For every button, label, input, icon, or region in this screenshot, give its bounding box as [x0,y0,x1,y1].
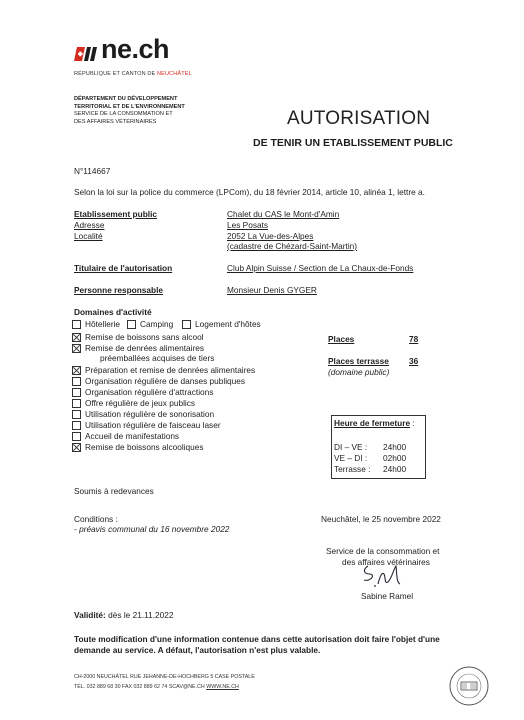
activity-checkbox [72,388,81,397]
department-line-1: DÉPARTEMENT DU DÉVELOPPEMENT [74,96,178,102]
validity: Validité: dès le 21.11.2022 [74,610,174,620]
activity-checkbox [72,421,81,430]
camping-label: Camping [140,319,174,329]
logo-subtitle: RÉPUBLIQUE ET CANTON DE NEUCHÂTEL [74,71,192,77]
activity-label: Offre régulière de jeux publics [85,398,196,408]
terrace-places-value: 36 [409,356,419,366]
logement-checkbox [182,320,191,329]
responsible-label: Personne responsable [74,285,163,295]
closing-row-value: 24h00 [383,464,407,474]
activity-label: Remise de boissons sans alcool [85,332,204,342]
activity-label: Remise de boissons alcooliques [85,442,204,452]
service-line-1: Service de la consommation et [326,546,440,556]
notice-line-1: Toute modification d'une information contenue dans cette autorisation doit faire l'objet d'une [74,634,440,644]
activity-checkbox-checked [72,344,81,353]
legal-basis: Selon la loi sur la police du commerce (LPCom), du 18 février 2014, article 10, alinéa 1, lettre a. [74,187,425,197]
terrace-note: (domaine public) [328,367,390,377]
notice-line-2: demande au service. A défaut, l'autorisation n'est plus valable. [74,645,321,655]
places-label: Places [328,334,355,344]
handwritten-signature [356,562,416,594]
footer-contact: TÉL. 032 889 68 30 FAX 032 889 62 74 SCAV@NE.CH WWW.NE.CH [74,684,239,690]
activity-checkbox-checked [72,366,81,375]
closing-row-value: 02h00 [383,453,407,463]
closing-row-label: DI – VE : [334,442,368,452]
hotellerie-checkbox [72,320,81,329]
activity-label: Organisation régulière d'attractions [85,387,214,397]
logement-label: Logement d'hôtes [195,319,261,329]
document-title: AUTORISATION [287,108,431,129]
activity-label-continuation: préemballées acquises de tiers [100,353,215,363]
closing-row-label: VE – DI : [334,453,368,463]
activities-heading: Domaines d'activité [74,307,152,317]
address-value: Les Posats [227,220,269,230]
closing-row-label: Terrasse : [334,464,371,474]
activity-label: Accueil de manifestations [85,431,180,441]
logo-text: ne.ch [101,34,170,64]
holder-label: Titulaire de l'autorisation [74,263,173,273]
authorization-number: N°114667 [74,166,111,176]
locality-label: Localité [74,231,103,241]
responsible-value: Monsieur Denis GYGER [227,285,317,295]
terrace-places-label: Places terrasse [328,356,389,366]
establishment-label: Etablissement public [74,209,157,219]
activity-checkbox [72,432,81,441]
document-subtitle: DE TENIR UN ETABLISSEMENT PUBLIC [253,137,453,149]
camping-checkbox [127,320,136,329]
fees-note: Soumis à redevances [74,486,154,496]
activity-checkbox [72,377,81,386]
activity-label: Utilisation régulière de faisceau laser [85,420,221,430]
activity-checkbox [72,410,81,419]
website-link[interactable]: WWW.NE.CH [206,684,239,690]
activity-label: Remise de denrées alimentaires [85,343,204,353]
hotellerie-label: Hôtellerie [85,319,121,329]
activity-label: Préparation et remise de denrées alimentaires [85,365,256,375]
service-line-1: SERVICE DE LA CONSOMMATION ET [74,111,173,117]
service-line-2: DES AFFAIRES VÉTÉRINAIRES [74,118,157,125]
closing-heading: Heure de fermeture : [334,418,415,428]
conditions-value: - préavis communal du 16 novembre 2022 [74,524,230,534]
address-label: Adresse [74,220,105,230]
activity-label: Utilisation régulière de sonorisation [85,409,215,419]
activity-label: Organisation régulière de danses publiques [85,376,246,386]
activity-checkbox-checked [72,333,81,342]
establishment-value: Chalet du CAS le Mont-d'Amin [227,209,340,219]
conditions-label: Conditions : [74,514,118,524]
closing-row-value: 24h00 [383,442,407,452]
activity-checkbox-checked [72,443,81,452]
locality-value: 2052 La Vue-des-Alpes [227,231,314,241]
activity-checkbox [72,399,81,408]
certification-seal-icon [448,665,490,707]
swiss-flag-icon [74,47,98,61]
place-date: Neuchâtel, le 25 novembre 2022 [321,514,441,524]
places-value: 78 [409,334,419,344]
department-line-2: TERRITORIAL ET DE L'ENVIRONNEMENT [74,103,185,110]
cadastre-value: (cadastre de Chézard-Saint-Martin) [227,241,358,251]
footer-address: CH-2000 NEUCHÂTEL RUE JEHANNE-DE-HOCHBERG 5 CASE POSTALE [74,674,255,680]
holder-value: Club Alpin Suisse / Section de La Chaux-de-Fonds [227,263,414,273]
service-line-2: des affaires vétérinaires [342,557,430,567]
signatory-name: Sabine Ramel [361,591,414,601]
